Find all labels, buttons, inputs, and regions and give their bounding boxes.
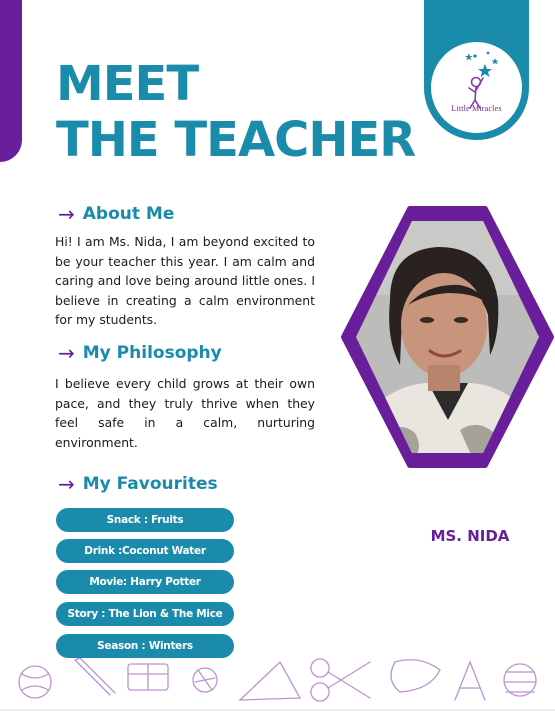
philosophy-body: I believe every child grows at their own pace, and they truly thrive when they feel safe in a calm, nurturing environment. bbox=[55, 376, 315, 450]
about-heading-text: About Me bbox=[82, 204, 175, 224]
about-body: Hi! I am Ms. Nida, I am beyond excited to be your teacher this year. I am calm and caring and love being around little ones. I believe in creating a calm environment for my students. bbox=[55, 234, 315, 327]
favourite-drink-pill: Drink :Coconut Water bbox=[56, 539, 234, 563]
philosophy-heading bbox=[58, 341, 222, 365]
favourite-snack-pill: Snack : Fruits bbox=[56, 508, 234, 532]
favourites-heading-text: My Favourites bbox=[82, 474, 218, 494]
page-title bbox=[56, 56, 415, 168]
favourite-movie-pill: Movie: Harry Potter bbox=[56, 570, 234, 594]
philosophy-heading-text: My Philosophy bbox=[82, 343, 222, 363]
favourites-heading bbox=[58, 472, 218, 496]
star-child-logo-icon bbox=[431, 42, 522, 133]
favourite-story-pill: Story : The Lion & The Mice bbox=[56, 602, 234, 626]
arrow-right-icon: → bbox=[58, 202, 75, 226]
title-line-2: THE TEACHER bbox=[56, 112, 416, 168]
teacher-name: MS. NIDA bbox=[430, 527, 510, 545]
arrow-right-icon: → bbox=[58, 341, 75, 365]
logo-text: Little Miracles bbox=[451, 104, 502, 113]
left-accent-bar bbox=[0, 0, 22, 162]
favourite-season-pill: Season : Winters bbox=[56, 634, 234, 658]
school-doodles-decoration bbox=[0, 650, 555, 715]
title-line-1: MEET bbox=[56, 56, 199, 112]
about-heading bbox=[58, 202, 174, 226]
teacher-photo bbox=[340, 205, 555, 470]
arrow-right-icon: → bbox=[58, 472, 75, 496]
